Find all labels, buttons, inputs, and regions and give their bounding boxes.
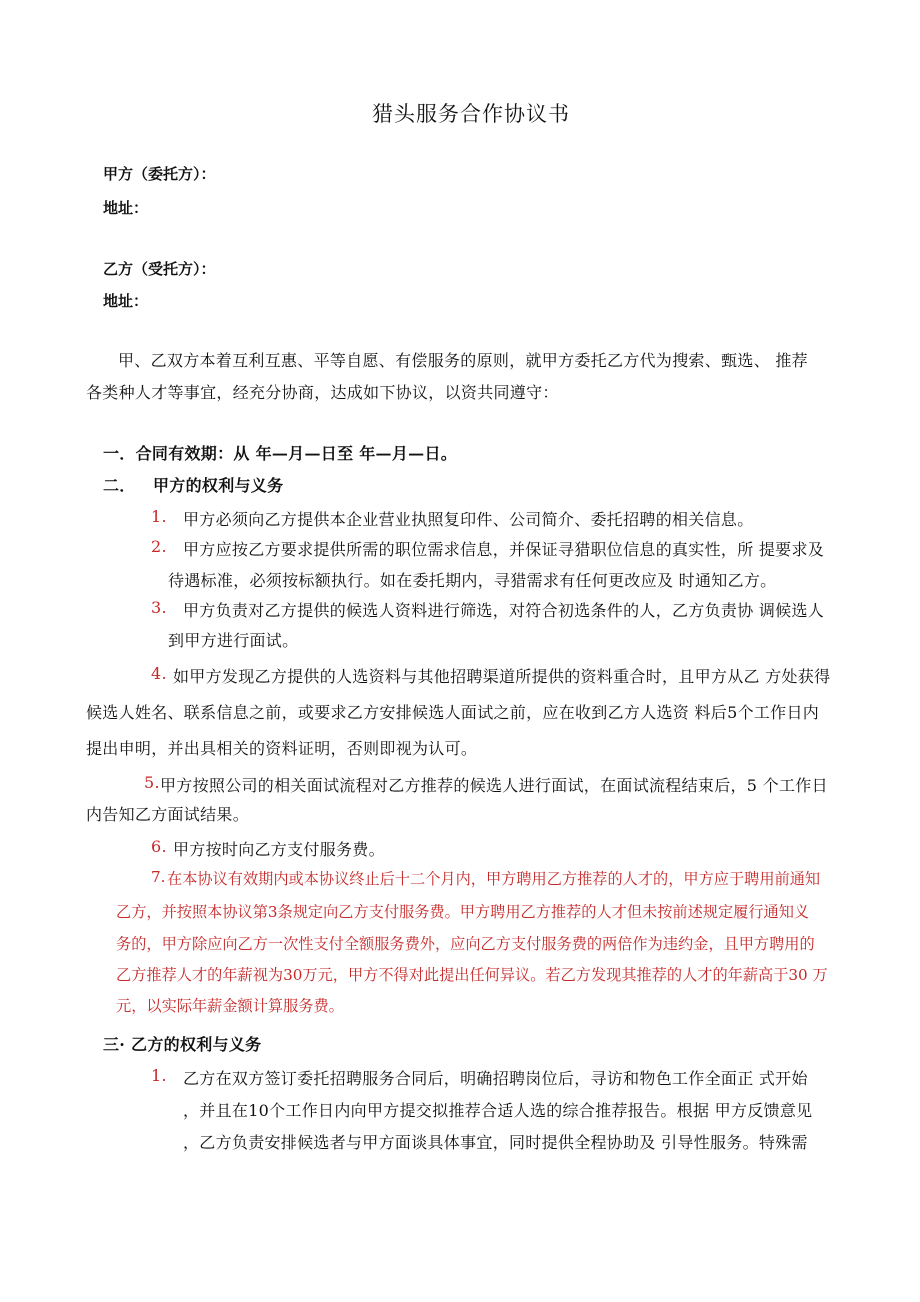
intro-line-2: 各类种人才等事宜，经充分协商，达成如下协议，以资共同遵守： — [86, 383, 559, 402]
party-b-address: 地址： — [103, 292, 149, 310]
item-line: 甲方必须向乙方提供本企业营业执照复印件、公司简介、委托招聘的相关信息。 — [183, 510, 754, 529]
item-line: 乙方在双方签订委托招聘服务合同后，明确招聘岗位后，寻访和物色工作全面正 式开始 — [183, 1069, 808, 1088]
item-line: 提出申明，并出具相关的资料证明，否则即视为认可。 — [86, 739, 478, 758]
item-line: 内告知乙方面试结果。 — [86, 805, 250, 824]
item-number: 4. — [151, 664, 167, 683]
section-1-heading: 一．合同有效期：从 年—月—日至 年—月—日。 — [103, 444, 458, 463]
item-number: 3. — [151, 598, 167, 617]
item-number: 5. — [144, 773, 160, 792]
item-line: 甲方应按乙方要求提供所需的职位需求信息，并保证寻猎职位信息的真实性，所 提要求及 — [183, 540, 825, 559]
section-3-heading: 三· 乙方的权利与义务 — [103, 1035, 262, 1054]
item-line: 待遇标准，必须按标额执行。如在委托期内，寻猎需求有任何更改应及 时通知乙方。 — [168, 571, 777, 590]
item-line: ，乙方负责安排候选者与甲方面谈具体事宜，同时提供全程协助及 引导性服务。特殊需 — [183, 1133, 808, 1152]
section-2-number: 二． — [103, 476, 136, 495]
item-line: 如甲方发现乙方提供的人选资料与其他招聘渠道所提供的资料重合时，且甲方从乙 方处获得 — [173, 667, 831, 686]
item-line-highlight: 务的，甲方除应向乙方一次性支付全额服务费外，应向乙方支付服务费的两倍作为违约金，且甲方聘用的 — [116, 935, 815, 953]
item-line: 甲方按时向乙方支付服务费。 — [173, 840, 385, 859]
item-number: 6. — [151, 837, 167, 856]
intro-line-1: 甲、乙双方本着互利互惠、平等自愿、有偿服务的原则，就甲方委托乙方代为搜索、甄选、 推荐 — [118, 351, 808, 370]
item-line: 到甲方进行面试。 — [168, 631, 299, 650]
party-a-label: 甲方（委托方）： — [103, 165, 216, 183]
item-line-highlight: 元，以实际年薪金额计算服务费。 — [116, 997, 344, 1015]
item-number: 1. — [151, 1066, 167, 1085]
item-line-highlight: 乙方推荐人才的年薪视为30万元，甲方不得对此提出任何异议。若乙方发现其推荐的人才的年薪高于30 万 — [116, 966, 828, 984]
party-a-address: 地址： — [103, 199, 149, 217]
item-line: 甲方负责对乙方提供的候选人资料进行筛选，对符合初选条件的人，乙方负责协 调候选人 — [183, 601, 825, 620]
item-number: 2. — [151, 537, 167, 556]
party-b-label: 乙方（受托方）： — [103, 260, 216, 278]
item-line-highlight: 乙方，并按照本协议第3条规定向乙方支付服务费。甲方聘用乙方推荐的人才但未按前述规定履行通知义 — [116, 903, 810, 921]
item-number: 7. — [151, 868, 166, 886]
item-line: ，并且在10个工作日内向甲方提交拟推荐合适人选的综合推荐报告。根据 甲方反馈意见 — [183, 1101, 813, 1120]
item-number: 1. — [151, 507, 167, 526]
item-line: 候选人姓名、联系信息之前，或要求乙方安排候选人面试之前，应在收到乙方人选资 料后5个工作日内 — [86, 703, 820, 722]
item-line-highlight: 在本协议有效期内或本协议终止后十二个月内，甲方聘用乙方推荐的人才的，甲方应于聘用前通知 — [167, 870, 821, 888]
document-title: 猎头服务合作协议书 — [372, 102, 570, 126]
section-2-heading: 甲方的权利与义务 — [153, 476, 284, 495]
item-line: 甲方按照公司的相关面试流程对乙方推荐的候选人进行面试，在面试流程结束后，5 个工作日 — [160, 776, 828, 795]
